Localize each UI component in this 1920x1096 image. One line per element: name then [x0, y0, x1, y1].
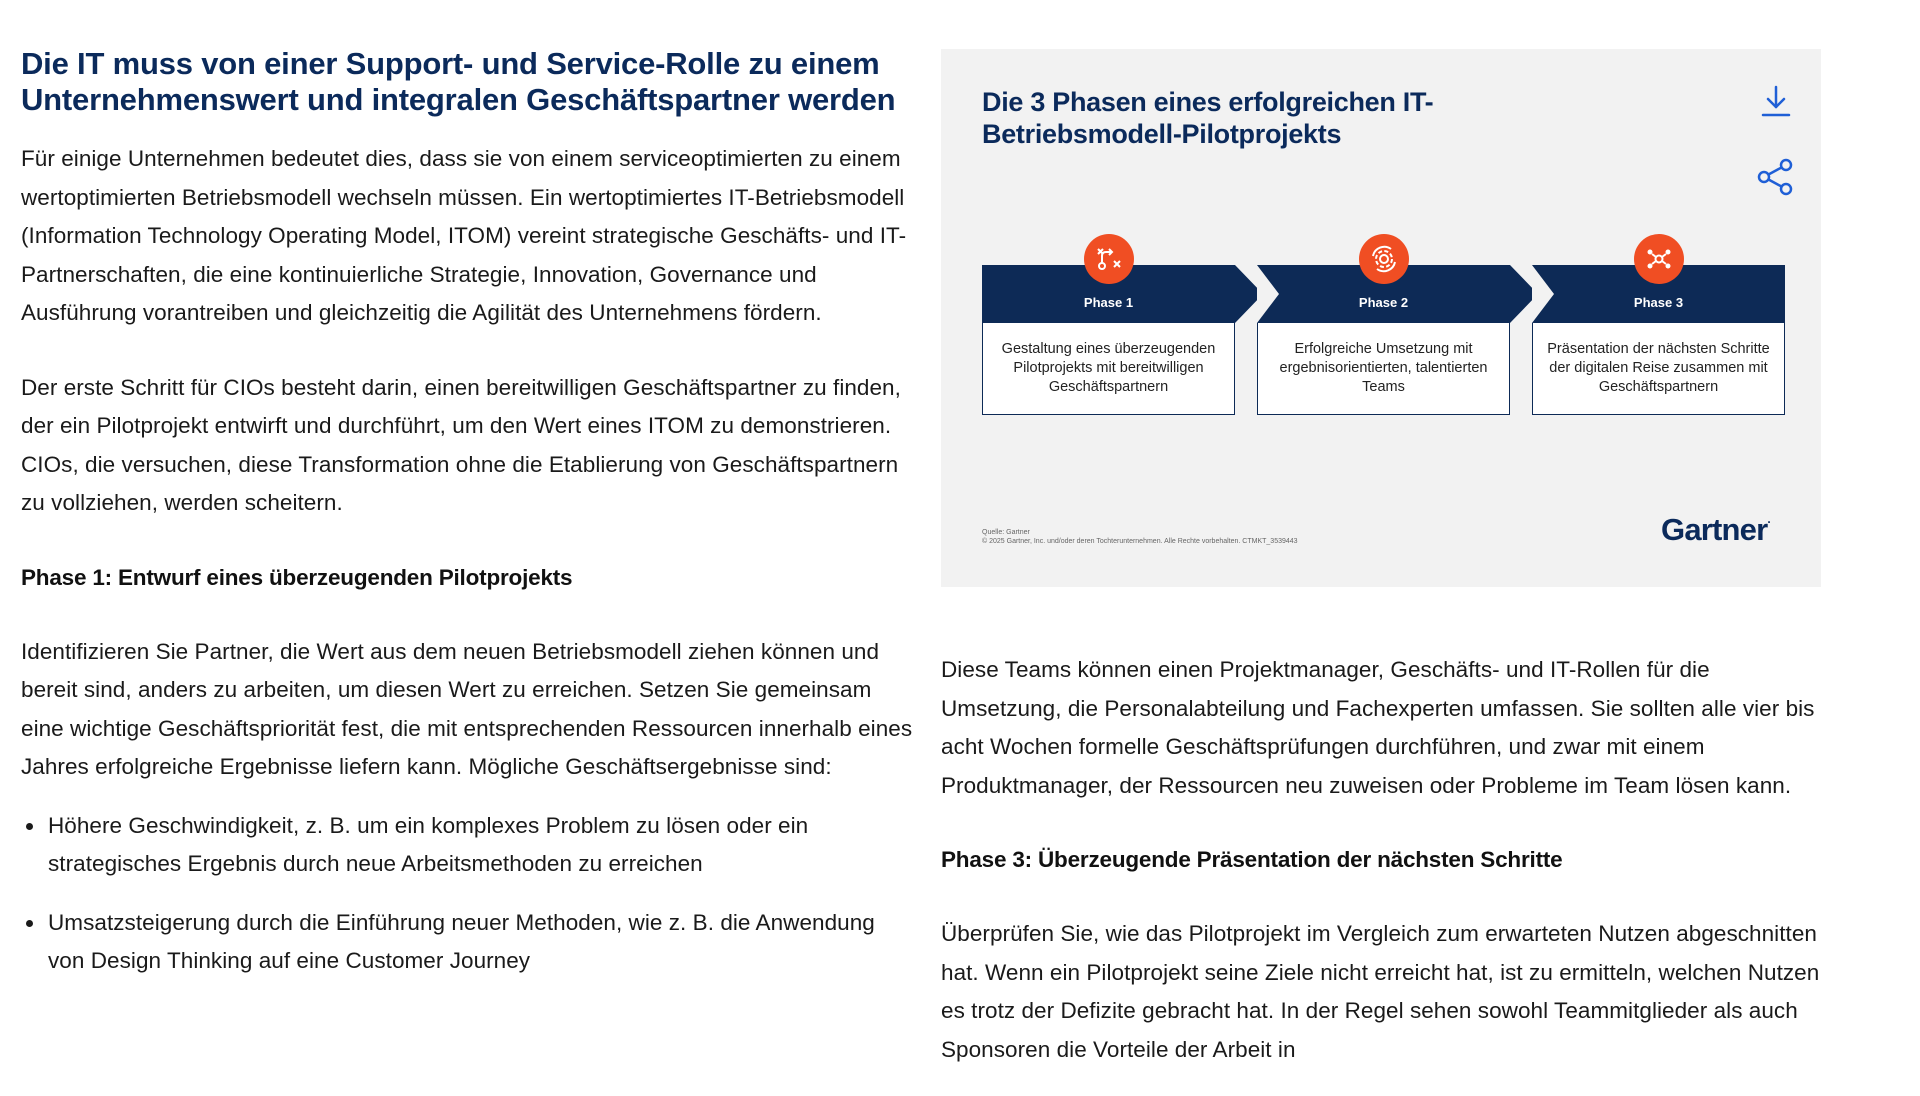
- gartner-logo: Gartner.: [1661, 512, 1770, 547]
- phases-infographic: [941, 49, 1821, 587]
- list-item: Umsatzsteigerung durch die Einführung neuer Methoden, wie z. B. die Anwendung von Design Thinking auf eine Customer Journey: [21, 904, 916, 981]
- download-icon[interactable]: [1758, 83, 1794, 119]
- phase-description: Präsentation der nächsten Schritte der digitalen Reise zusammen mit Geschäftspartnern: [1532, 323, 1785, 415]
- outcome-list: [21, 807, 916, 981]
- strategy-icon: [1084, 234, 1134, 284]
- phase-card-2: [1257, 265, 1510, 415]
- teams-paragraph: Diese Teams können einen Projektmanager, Geschäfts- und IT-Rollen für die Umsetzung, die Personalabteilung und Fachexperten umfassen. Sie sollten alle vier bis acht Wochen formelle Geschäftsprüfungen durchführen, und zwar mit einem Produktmanager, der Ressourcen neu zuweisen oder Probleme im Team lösen kann.: [941, 657, 1815, 798]
- left-column: [21, 46, 916, 1001]
- page-title: Die IT muss von einer Support- und Service-Rolle zu einem Unternehmenswert und integralen Geschäftspartner werden: [21, 46, 896, 117]
- phase-label: Phase 2: [1358, 295, 1409, 310]
- phase-label: Phase 3: [1633, 295, 1684, 310]
- intro-paragraph: Für einige Unternehmen bedeutet dies, dass sie von einem serviceoptimierten zu einem wertoptimierten Betriebsmodell wechseln müssen. Ein wertoptimiertes IT-Betriebsmodell (Information Technology Operating Model, ITOM) vereint strategische Geschäfts- und IT-Partnerschaften, die eine kontinuierliche Strategie, Innovation, Governance und Ausführung vorantreiben und gleichzeitig die Agilität des Unternehmens fördern.: [21, 146, 907, 325]
- copyright-line: © 2025 Gartner, Inc. und/oder deren Tochterunternehmen. Alle Rechte vorbehalten. CTMKT_3539443: [982, 538, 1298, 545]
- source-line: Quelle: Gartner: [982, 529, 1030, 536]
- phase-description: Gestaltung eines überzeugenden Pilotprojekts mit bereitwilligen Geschäftspartnern: [982, 323, 1235, 415]
- phase1-heading: Phase 1: Entwurf eines überzeugenden Pilotprojekts: [21, 564, 573, 590]
- share-icon[interactable]: [1756, 157, 1796, 197]
- first-step-paragraph: Der erste Schritt für CIOs besteht darin, einen bereitwilligen Geschäftspartner zu finden, der ein Pilotprojekt entwirft und durchführt, um den Wert eines ITOM zu demonstrieren. CIOs, die versuchen, diese Transformation ohne die Etablierung von Geschäftspartnern zu vollziehen, werden scheitern.: [21, 374, 901, 515]
- phase-description: Erfolgreiche Umsetzung mit ergebnisorientierten, talentierten Teams: [1257, 323, 1510, 415]
- phase1-paragraph: Identifizieren Sie Partner, die Wert aus dem neuen Betriebsmodell ziehen können und bereit sind, anders zu arbeiten, um diesen Wert zu erreichen. Setzen Sie gemeinsam eine wichtige Geschäftspriorität fest, die mit entsprechenden Ressourcen innerhalb eines Jahres erfolgreiche Ergebnisse liefern kann. Mögliche Geschäftsergebnisse sind:: [21, 638, 913, 779]
- phase-label: Phase 1: [1083, 295, 1134, 310]
- phase-card-1: [982, 265, 1235, 415]
- phase3-paragraph: Überprüfen Sie, wie das Pilotprojekt im Vergleich zum erwarteten Nutzen abgeschnitten hat. Wenn ein Pilotprojekt seine Ziele nicht erreicht hat, ist zu ermitteln, welchen Nutzen es trotz der Defizite gebracht hat. In der Regel sehen sowohl Teammitglieder als auch Sponsoren die Vorteile der Arbeit in: [941, 921, 1820, 1062]
- right-text-block: [941, 651, 1821, 1096]
- network-icon: [1634, 234, 1684, 284]
- source-note: [982, 528, 1298, 546]
- phase3-heading: Phase 3: Überzeugende Präsentation der nächsten Schritte: [941, 847, 1563, 872]
- list-item: Höhere Geschwindigkeit, z. B. um ein komplexes Problem zu lösen oder ein strategisches Ergebnis durch neue Arbeitsmethoden zu erreichen: [21, 807, 916, 884]
- infographic-title: Die 3 Phasen eines erfolgreichen IT-Betriebsmodell-Pilotprojekts: [982, 87, 1434, 149]
- phase-card-3: [1532, 265, 1785, 415]
- gear-cycle-icon: [1359, 234, 1409, 284]
